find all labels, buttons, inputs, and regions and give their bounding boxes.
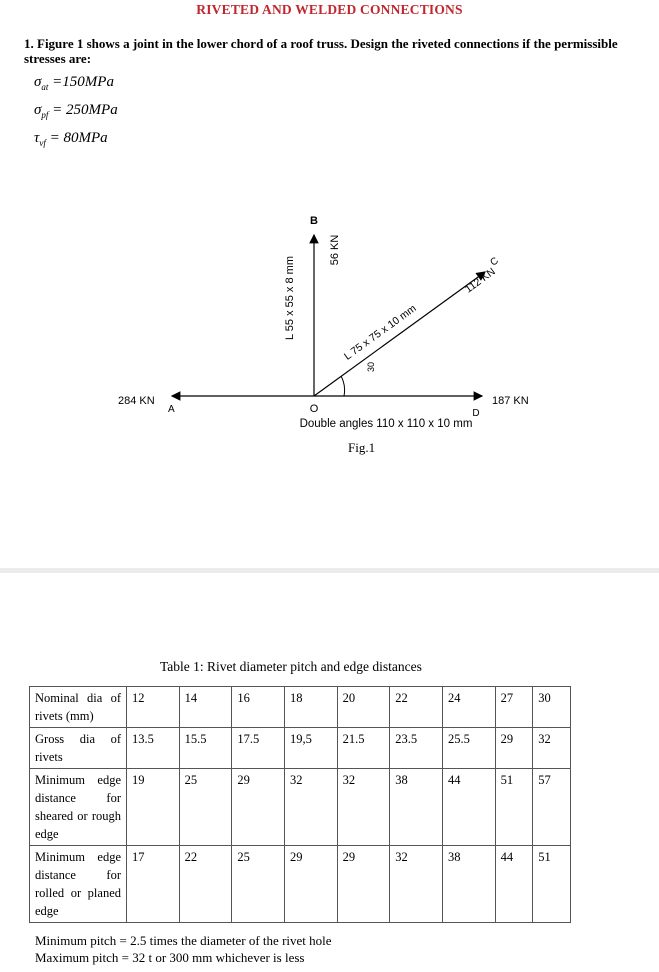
table-cell: 29 xyxy=(284,846,337,923)
table-caption: Table 1: Rivet diameter pitch and edge distances xyxy=(160,659,422,674)
question-text: 1. Figure 1 shows a joint in the lower chord of a roof truss. Design the riveted connections if the permissible stresses are: xyxy=(24,36,618,66)
table-cell: 44 xyxy=(495,846,533,923)
table-cell: 16 xyxy=(232,687,285,728)
table-cell: 21.5 xyxy=(337,728,390,769)
table-cell: 24 xyxy=(442,687,495,728)
row-label: Gross dia of rivets xyxy=(30,728,127,769)
table-cell: 20 xyxy=(337,687,390,728)
max-pitch-note: Maximum pitch = 32 t or 300 mm whichever is less xyxy=(35,950,305,965)
angle-label: 30 xyxy=(366,361,376,373)
row-label: Minimum edge distance for sheared or rough edge xyxy=(30,769,127,846)
table-cell: 17 xyxy=(127,846,180,923)
table-cell: 13.5 xyxy=(127,728,180,769)
force-b-label: 56 KN xyxy=(329,234,341,266)
table-cell: 23.5 xyxy=(390,728,443,769)
table-cell: 29 xyxy=(495,728,533,769)
row-label: Minimum edge distance for rolled or planed edge xyxy=(30,846,127,923)
angle-arc xyxy=(341,376,345,396)
stress-value: = 80MPa xyxy=(49,130,108,146)
table-cell: 19,5 xyxy=(284,728,337,769)
truss-joint-figure xyxy=(0,0,659,440)
member-main-label: Double angles 110 x 110 x 10 mm xyxy=(299,418,473,430)
table-cell: 38 xyxy=(390,769,443,846)
table-cell: 12 xyxy=(127,687,180,728)
min-pitch-note: Minimum pitch = 2.5 times the diameter of the rivet hole xyxy=(35,933,332,948)
member-oc-line xyxy=(314,272,485,396)
stress-symbol: σ xyxy=(34,74,42,90)
table-cell: 38 xyxy=(442,846,495,923)
document-title: RIVETED AND WELDED CONNECTIONS xyxy=(196,2,463,17)
force-a-label: 284 KN xyxy=(118,395,155,407)
member-b-label: L 55 x 55 x 8 mm xyxy=(284,256,296,340)
row-label: Nominal dia of rivets (mm) xyxy=(30,687,127,728)
table-cell: 22 xyxy=(390,687,443,728)
table-cell: 57 xyxy=(533,769,571,846)
figure-caption: Fig.1 xyxy=(348,440,376,455)
table-cell: 14 xyxy=(179,687,232,728)
force-d-label: 187 KN xyxy=(492,395,529,407)
stress-subscript: vf xyxy=(39,138,46,148)
table-cell: 25 xyxy=(232,846,285,923)
stress-symbol: σ xyxy=(34,102,42,118)
table-cell: 32 xyxy=(337,769,390,846)
table-cell: 30 xyxy=(533,687,571,728)
table-cell: 32 xyxy=(284,769,337,846)
table-cell: 27 xyxy=(495,687,533,728)
table-cell: 32 xyxy=(390,846,443,923)
label-d: D xyxy=(472,408,480,419)
table-cell: 15.5 xyxy=(179,728,232,769)
page-divider xyxy=(0,568,659,573)
label-b: B xyxy=(310,215,318,227)
rivet-table xyxy=(29,686,571,923)
table-cell: 17.5 xyxy=(232,728,285,769)
stress-value: = 250MPa xyxy=(52,102,118,118)
table-row xyxy=(30,846,571,923)
label-o: O xyxy=(309,403,319,415)
stress-subscript: pf xyxy=(41,110,49,120)
force-c-label: 112 KN xyxy=(462,265,498,296)
label-c: C xyxy=(488,255,501,269)
table-cell: 25.5 xyxy=(442,728,495,769)
table-cell: 32 xyxy=(533,728,571,769)
member-c-label: L 75 x 75 x 10 mm xyxy=(341,302,419,363)
table-cell: 29 xyxy=(337,846,390,923)
stress-subscript: at xyxy=(41,82,49,92)
table-cell: 51 xyxy=(533,846,571,923)
table-cell: 19 xyxy=(127,769,180,846)
table-row xyxy=(30,687,571,728)
table-cell: 44 xyxy=(442,769,495,846)
label-a: A xyxy=(168,404,175,415)
table-cell: 22 xyxy=(179,846,232,923)
pitch-notes xyxy=(35,932,332,966)
stress-value: =150MPa xyxy=(52,74,114,90)
stress-symbol: τ xyxy=(34,130,40,146)
table-cell: 29 xyxy=(232,769,285,846)
table-cell: 25 xyxy=(179,769,232,846)
table-row xyxy=(30,728,571,769)
table-row xyxy=(30,769,571,846)
table-cell: 51 xyxy=(495,769,533,846)
table-cell: 18 xyxy=(284,687,337,728)
